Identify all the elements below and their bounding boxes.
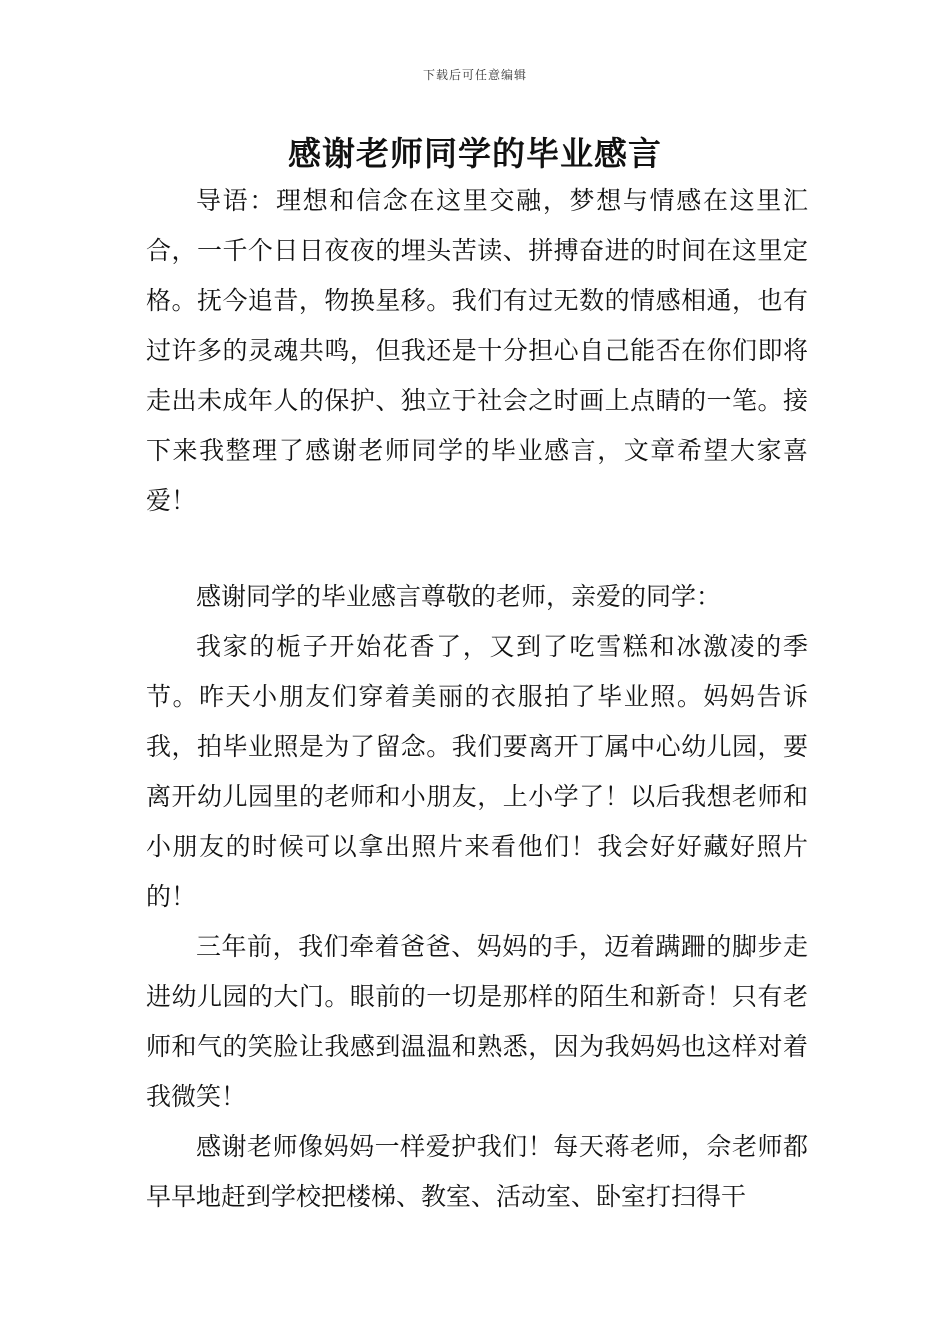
paragraph-2: 三年前，我们牵着爸爸、妈妈的手，迈着蹒跚的脚步走进幼儿园的大门。眼前的一切是那样的陌生和新奇！只有老师和气的笑脸让我感到温温和熟悉，因为我妈妈也这样对着我微笑！ (146, 932, 808, 1111)
letter-section (146, 572, 808, 1222)
paragraph-3: 感谢老师像妈妈一样爱护我们！每天蒋老师，佘老师都早早地赶到学校把楼梯、教室、活动室、卧室打扫得干 (146, 1132, 808, 1211)
intro-paragraph: 导语：理想和信念在这里交融，梦想与情感在这里汇合，一千个日日夜夜的埋头苦读、拼搏奋进的时间在这里定格。抚今追昔，物换星移。我们有过无数的情感相通，也有过许多的灵魂共鸣，但我还是十分担心自己能否在你们即将走出未成年人的保护、独立于社会之时画上点睛的一笔。接下来我整理了感谢老师同学的毕业感言，文章希望大家喜爱！ (146, 186, 808, 515)
page-title: 感谢老师同学的毕业感言 (288, 134, 662, 173)
paragraph-1: 我家的栀子开始花香了，又到了吃雪糕和冰激凌的季节。昨天小朋友们穿着美丽的衣服拍了毕业照。妈妈告诉我，拍毕业照是为了留念。我们要离开丁属中心幼儿园，要离开幼儿园里的老师和小朋友，上小学了！以后我想老师和小朋友的时候可以拿出照片来看他们！我会好好藏好照片的！ (146, 632, 808, 911)
intro-section (146, 176, 808, 526)
header-note: 下载后可任意编辑 (422, 68, 527, 82)
salutation: 感谢同学的毕业感言尊敬的老师，亲爱的同学： (196, 582, 722, 611)
